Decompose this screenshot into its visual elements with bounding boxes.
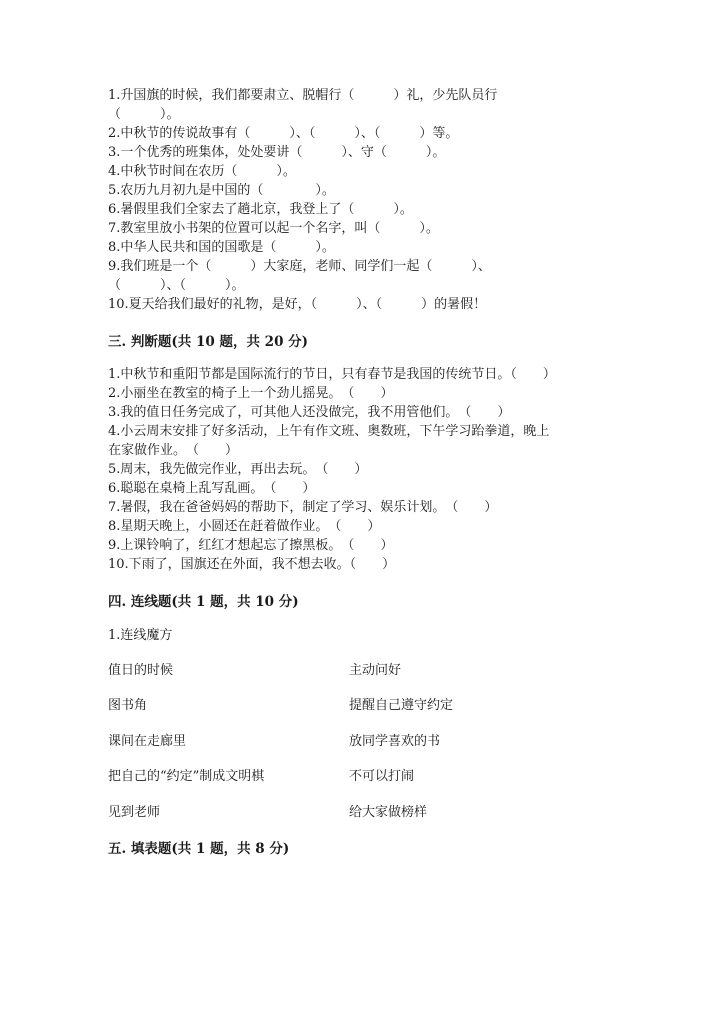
judge-item-10: 10.下雨了，国旗还在外面，我不想去收。（ ） xyxy=(108,557,396,572)
table-section-heading: 五. 填表题(共 1 题，共 8 分) xyxy=(108,841,290,857)
fill-item-10: 10.夏天给我们最好的礼物，是好，（ ）、（ ）的暑假！ xyxy=(108,297,487,312)
match-left-item-4: 把自己的“约定”制成文明棋 xyxy=(108,769,265,784)
fill-item-2: 2.中秋节的传说故事有（ ）、（ ）、（ ）等。 xyxy=(108,126,459,141)
fill-item-7: 7.教室里放小书架的位置可以起一个名字，叫（ ）。 xyxy=(108,221,439,236)
judge-item-6: 6.聪聪在桌椅上乱写乱画。 （ ） xyxy=(108,481,316,496)
match-right-item-1: 主动问好 xyxy=(349,663,402,678)
fill-item-4: 4.中秋节时间在农历（ ）。 xyxy=(108,164,296,179)
judge-item-2: 2.小丽坐在教室的椅子上一个劲儿摇晃。 （ ） xyxy=(108,386,394,401)
match-right-item-2: 提醒自己遵守约定 xyxy=(349,698,454,713)
match-right-item-5: 给大家做榜样 xyxy=(349,805,428,820)
fill-item-9: 9.我们班是一个（ ）大家庭，老师、同学们一起（ ）、 xyxy=(108,259,491,274)
fill-item-9-cont: （ ）、（ ）。 xyxy=(108,278,245,293)
fill-item-1-cont: （ ）。 xyxy=(108,107,180,122)
judge-section-heading: 三. 判断题(共 10 题，共 20 分) xyxy=(108,334,309,350)
fill-item-6: 6.暑假里我们全家去了趟北京，我登上了（ ）。 xyxy=(108,202,413,217)
judge-item-3: 3.我的值日任务完成了，可其他人还没做完，我不用管他们。 （ ） xyxy=(108,405,511,420)
judge-item-4: 4.小云周末安排了好多活动，上午有作文班、奥数班，下午学习跆拳道，晚上 xyxy=(108,424,550,439)
judge-item-4-cont: 在家做作业。 （ ） xyxy=(108,443,239,458)
fill-item-3: 3.一个优秀的班集体，处处要讲（ ）、守（ ）。 xyxy=(108,145,446,160)
match-right-item-4: 不可以打闹 xyxy=(349,769,415,784)
match-right-item-3: 放同学喜欢的书 xyxy=(349,734,441,749)
match-left-item-5: 见到老师 xyxy=(108,805,161,820)
match-section-heading: 四. 连线题(共 1 题，共 10 分) xyxy=(108,594,299,610)
match-question: 1.连线魔方 xyxy=(108,628,173,643)
judge-item-9: 9.上课铃响了，红红才想起忘了擦黑板。 （ ） xyxy=(108,538,394,553)
judge-item-8: 8.星期天晚上，小圆还在赶着做作业。 （ ） xyxy=(108,519,381,534)
judge-item-7: 7.暑假，我在爸爸妈妈的帮助下，制定了学习、娱乐计划。 （ ） xyxy=(108,500,498,515)
judge-item-1: 1.中秋节和重阳节都是国际流行的节日，只有春节是我国的传统节日。（ ） xyxy=(108,367,556,382)
match-left-item-2: 图书角 xyxy=(108,698,148,713)
fill-item-8: 8.中华人民共和国的国歌是（ ）。 xyxy=(108,240,335,255)
fill-item-5: 5.农历九月初九是中国的（ ）。 xyxy=(108,183,335,198)
judge-item-5: 5.周末，我先做完作业，再出去玩。 （ ） xyxy=(108,462,368,477)
match-left-item-3: 课间在走廊里 xyxy=(108,734,187,749)
match-left-item-1: 值日的时候 xyxy=(108,663,174,678)
fill-item-1: 1.升国旗的时候，我们都要肃立、脱帽行（ ）礼，少先队员行 xyxy=(108,88,498,103)
